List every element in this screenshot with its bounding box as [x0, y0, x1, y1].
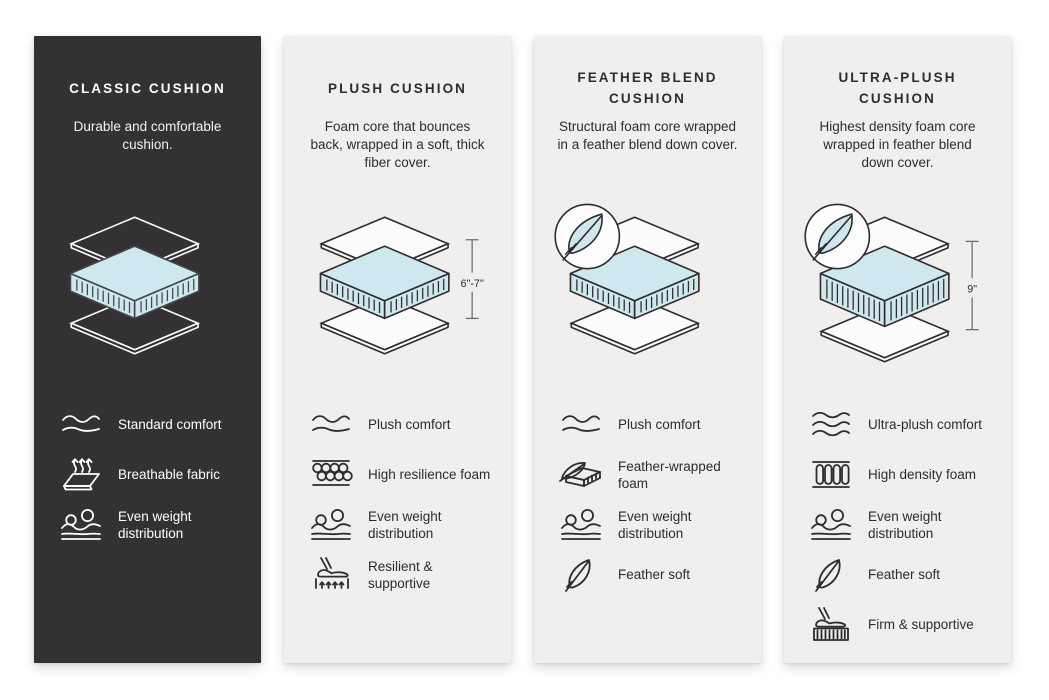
even-weight-icon [58, 506, 104, 544]
feature-label: Plush comfort [618, 417, 701, 433]
feature-row [308, 556, 493, 594]
breathable-icon [58, 456, 104, 494]
feature-label: Even weight distribution [368, 508, 442, 541]
feature-row [558, 506, 743, 544]
height-measurement-label: 9" [967, 283, 978, 296]
feather-icon [558, 556, 604, 594]
card-title: CLASSIC CUSHION [69, 80, 226, 96]
feature-label: Standard comfort [118, 417, 222, 433]
waves-icon [558, 406, 604, 444]
feature-label: Breathable fabric [118, 467, 221, 483]
cushion-svg [302, 188, 493, 383]
feature-row [308, 456, 493, 494]
resilience-foam-icon [308, 456, 354, 494]
cushion-illustration [52, 178, 243, 392]
waves-icon [58, 406, 104, 444]
feature-row [558, 556, 743, 594]
height-measurement-label: 6"-7" [460, 277, 484, 290]
card-description: Structural foam core wrapped in a feather blend down cover. [557, 119, 738, 152]
feature-row [808, 606, 993, 644]
feature-label: Resilient & supportive [368, 558, 433, 591]
card-classic-cushion [34, 36, 261, 663]
card-plush-cushion [284, 36, 511, 663]
feature-label: Feather-wrapped foam [618, 458, 721, 491]
feature-row [58, 506, 243, 544]
cushion-svg [802, 188, 993, 383]
card-description: Foam core that bounces back, wrapped in a soft, thick fiber cover. [310, 119, 485, 170]
resilient-supportive-icon [308, 556, 354, 594]
feature-list [302, 406, 493, 606]
card-title: PLUSH CUSHION [327, 80, 468, 96]
feather-wrapped-foam-icon [558, 456, 604, 494]
card-title: ULTRA-PLUSH CUSHION [838, 70, 957, 106]
waves-icon [308, 406, 354, 444]
cushion-illustration [552, 178, 743, 392]
feature-label: Feather soft [618, 567, 691, 583]
feature-label: Even weight distribution [868, 508, 942, 541]
card-feather-blend-cushion [534, 36, 761, 663]
feather-icon [808, 556, 854, 594]
feature-row [808, 506, 993, 544]
density-foam-icon [808, 456, 854, 494]
feature-label: High resilience foam [368, 467, 491, 483]
even-weight-icon [808, 506, 854, 544]
card-description: Durable and comfortable cushion. [73, 119, 222, 152]
feature-label: Plush comfort [368, 417, 451, 433]
card-title: FEATHER BLEND CUSHION [577, 70, 718, 106]
feather-badge-icon [555, 204, 619, 268]
feather-badge-icon [805, 204, 869, 268]
feature-label: Even weight distribution [118, 508, 192, 541]
waves-3-icon [808, 406, 854, 444]
feature-row [558, 456, 743, 494]
feature-row [808, 456, 993, 494]
feature-row [308, 506, 493, 544]
feature-label: Ultra-plush comfort [868, 417, 983, 433]
feature-row [308, 406, 493, 444]
even-weight-icon [558, 506, 604, 544]
cushion-svg [552, 188, 743, 383]
feature-row [558, 406, 743, 444]
card-description: Highest density foam core wrapped in feather blend down cover. [819, 119, 976, 170]
feature-list [52, 406, 243, 556]
even-weight-icon [308, 506, 354, 544]
cushion-illustration [802, 178, 993, 392]
firm-supportive-icon [808, 606, 854, 644]
feature-list [802, 406, 993, 656]
card-ultra-plush-cushion [784, 36, 1011, 663]
feature-row [808, 556, 993, 594]
feature-label: Feather soft [868, 567, 941, 583]
feature-label: Firm & supportive [868, 617, 974, 633]
feature-list [552, 406, 743, 606]
feature-row [58, 406, 243, 444]
cushion-illustration [302, 178, 493, 392]
feature-row [808, 406, 993, 444]
feature-label: High density foam [868, 467, 977, 483]
cushion-svg [52, 188, 243, 383]
feature-row [58, 456, 243, 494]
feature-label: Even weight distribution [618, 508, 692, 541]
